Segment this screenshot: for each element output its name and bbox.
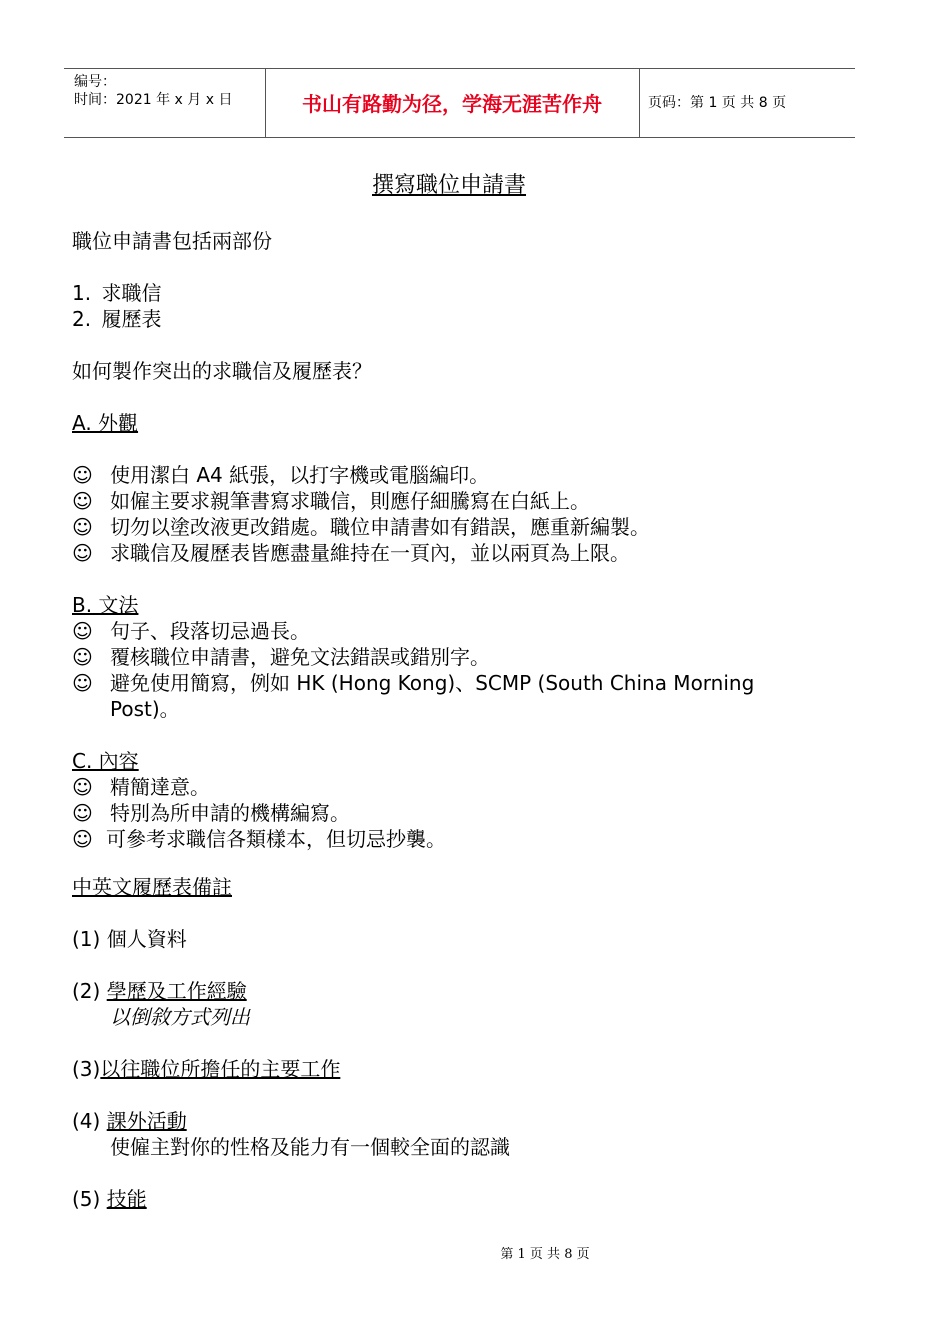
- document-time-label: 时间：2021 年 x 月 x 日: [74, 92, 233, 108]
- section-a-heading: A. 外觀: [72, 411, 139, 435]
- bullet-text: 如僱主要求親筆書寫求職信，則應仔細騰寫在白紙上。: [110, 489, 590, 513]
- bullet-text-continuation: Post)。: [110, 697, 180, 721]
- smiley-icon: ☺: [72, 801, 93, 825]
- smiley-icon: ☺: [72, 489, 93, 513]
- document-number-label: 编号：: [74, 74, 116, 90]
- bullet-text: 特別為所申請的機構編寫。: [110, 801, 350, 825]
- section-c-heading: C. 內容: [72, 749, 139, 773]
- header-page-cell: [640, 69, 855, 137]
- note-number: (1): [72, 927, 101, 951]
- header-info-cell: [64, 69, 266, 137]
- header-slogan-cell: [265, 69, 640, 137]
- document-title: 撰寫職位申請書: [372, 173, 527, 198]
- list-text: 求職信: [101, 281, 162, 305]
- bullet-text: 使用潔白 A4 紙張，以打字機或電腦編印。: [110, 463, 490, 487]
- note-number: (5): [72, 1187, 101, 1211]
- note-number: (4): [72, 1109, 101, 1133]
- header-page-label: 页码：第 1 页 共 8 页: [648, 95, 787, 111]
- page-footer: 第 1 页 共 8 页: [500, 1247, 590, 1262]
- bullet-text: 句子、段落切忌過長。: [110, 619, 310, 643]
- note-item: [72, 1186, 147, 1212]
- smiley-icon: ☺: [72, 619, 93, 643]
- smiley-icon: ☺: [72, 827, 93, 851]
- note-subtext: 以倒敘方式列出: [110, 1005, 250, 1029]
- header-slogan: 书山有路勤为径，学海无涯苦作舟: [302, 92, 602, 116]
- bullet-text: 精簡達意。: [110, 775, 210, 799]
- list-item: [72, 306, 161, 332]
- note-text: 學歷及工作經驗: [106, 979, 247, 1003]
- note-number: (2): [72, 979, 101, 1003]
- note-text: 個人資料: [106, 927, 187, 951]
- list-number: 2.: [72, 307, 92, 331]
- smiley-icon: ☺: [72, 541, 93, 565]
- note-text: 技能: [106, 1187, 147, 1211]
- note-item: [72, 1108, 187, 1134]
- list-text: 履歷表: [101, 307, 162, 331]
- notes-heading: 中英文履歷表備註: [72, 875, 232, 899]
- note-text: 以往職位所擔任的主要工作: [100, 1057, 341, 1081]
- note-item: [72, 1056, 340, 1082]
- bullet-text: 避免使用簡寫，例如 HK (Hong Kong)、SCMP (South China Morning: [110, 671, 755, 695]
- note-number: (3): [72, 1057, 101, 1081]
- note-text: 課外活動: [106, 1109, 187, 1133]
- smiley-icon: ☺: [72, 463, 93, 487]
- document-header: [64, 68, 855, 138]
- smiley-icon: ☺: [72, 515, 93, 539]
- intro-text: 職位申請書包括兩部份: [72, 229, 272, 253]
- list-number: 1.: [72, 281, 92, 305]
- question-text: 如何製作突出的求職信及履歷表？: [72, 359, 372, 383]
- bullet-text: 求職信及履歷表皆應盡量維持在一頁內，並以兩頁為上限。: [110, 541, 630, 565]
- list-item: [72, 280, 161, 306]
- section-b-heading: B. 文法: [72, 593, 139, 617]
- smiley-icon: ☺: [72, 775, 93, 799]
- note-subtext: 使僱主對你的性格及能力有一個較全面的認識: [110, 1135, 510, 1159]
- smiley-icon: ☺: [72, 671, 93, 695]
- note-item: [72, 978, 247, 1004]
- bullet-text: 切勿以塗改液更改錯處。職位申請書如有錯誤，應重新編製。: [110, 515, 650, 539]
- smiley-icon: ☺: [72, 645, 93, 669]
- bullet-text: 覆核職位申請書，避免文法錯誤或錯別字。: [110, 645, 490, 669]
- bullet-text: 可參考求職信各類樣本，但切忌抄襲。: [106, 827, 446, 851]
- note-item: [72, 926, 187, 952]
